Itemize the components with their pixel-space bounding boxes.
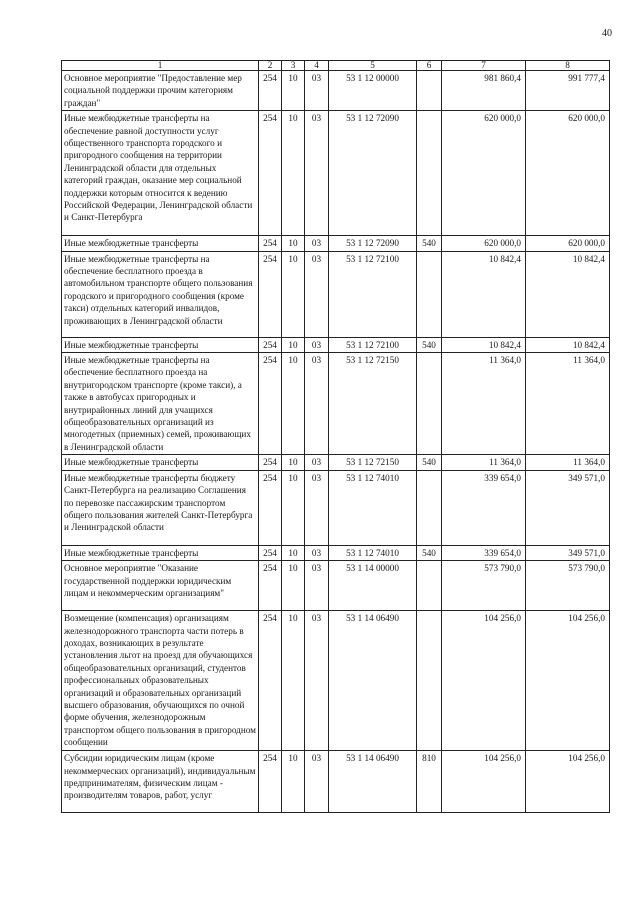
cell-c7: 10 842,4 <box>442 337 526 352</box>
cell-c6: 540 <box>417 545 442 560</box>
table-row <box>62 455 610 470</box>
cell-c4: 03 <box>305 71 329 111</box>
column-header: 5 <box>329 61 417 71</box>
cell-c2: 254 <box>259 455 282 470</box>
cell-c3: 10 <box>282 353 305 455</box>
cell-c3: 10 <box>282 111 305 236</box>
cell-c8: 620 000,0 <box>526 111 610 236</box>
cell-c7: 104 256,0 <box>442 611 526 751</box>
column-header: 3 <box>282 61 305 71</box>
cell-c6: 810 <box>417 751 442 813</box>
cell-c5: 53 1 12 72100 <box>329 251 417 337</box>
cell-c2: 254 <box>259 751 282 813</box>
cell-c6: 540 <box>417 455 442 470</box>
cell-c3: 10 <box>282 611 305 751</box>
column-header: 2 <box>259 61 282 71</box>
cell-c5: 53 1 12 72100 <box>329 337 417 352</box>
cell-c4: 03 <box>305 561 329 611</box>
cell-c2: 254 <box>259 545 282 560</box>
cell-c2: 254 <box>259 236 282 251</box>
cell-c4: 03 <box>305 455 329 470</box>
table-row <box>62 545 610 560</box>
cell-c4: 03 <box>305 470 329 545</box>
cell-c4: 03 <box>305 353 329 455</box>
column-header: 7 <box>442 61 526 71</box>
cell-c2: 254 <box>259 561 282 611</box>
cell-c8: 349 571,0 <box>526 470 610 545</box>
row-name: Возмещение (компенсация) организациям железнодорожного транспорта части потерь в доходах, возникающих в результате установления льгот на проезд для обучающихся общеобразовательных организаций, студентов профессиональных образовательных организаций и образовательных организаций высшего образования, обучающихся по очной форме обучения, железнодорожным транспортом общего пользования в пригородном сообщении <box>62 611 259 751</box>
cell-c6 <box>417 561 442 611</box>
table-row <box>62 251 610 337</box>
cell-c8: 11 364,0 <box>526 455 610 470</box>
row-name: Иные межбюджетные трансферты <box>62 455 259 470</box>
cell-c8: 349 571,0 <box>526 545 610 560</box>
table-row <box>62 71 610 111</box>
budget-table <box>61 60 610 813</box>
cell-c6 <box>417 353 442 455</box>
cell-c5: 53 1 12 72150 <box>329 455 417 470</box>
column-header: 4 <box>305 61 329 71</box>
cell-c8: 11 364,0 <box>526 353 610 455</box>
cell-c6 <box>417 251 442 337</box>
row-name: Иные межбюджетные трансферты на обеспечение бесплатного проезда на внутригородском транспорте (кроме такси), а также в автобусах пригородных и внутрирайонных линий для учащихся общеобразовательных организаций из многодетных (приемных) семей, проживающих в Ленинградской области <box>62 353 259 455</box>
cell-c6 <box>417 111 442 236</box>
cell-c7: 104 256,0 <box>442 751 526 813</box>
cell-c7: 339 654,0 <box>442 545 526 560</box>
cell-c2: 254 <box>259 470 282 545</box>
cell-c7: 11 364,0 <box>442 455 526 470</box>
row-name: Субсидии юридическим лицам (кроме некоммерческих организаций), индивидуальным предпринимателям, физическим лицам - производителям товаров, работ, услуг <box>62 751 259 813</box>
row-name: Иные межбюджетные трансферты на обеспечение равной доступности услуг общественного транспорта городского и пригородного сообщения на территории Ленинградской области для отдельных категорий граждан, оказание мер социальной поддержки которым относится к ведению Российской Федерации, Ленинградской области и Санкт-Петербурга <box>62 111 259 236</box>
table-row <box>62 337 610 352</box>
cell-c7: 573 790,0 <box>442 561 526 611</box>
table-row <box>62 751 610 813</box>
cell-c6: 540 <box>417 236 442 251</box>
cell-c6 <box>417 71 442 111</box>
cell-c7: 981 860,4 <box>442 71 526 111</box>
cell-c2: 254 <box>259 337 282 352</box>
cell-c3: 10 <box>282 251 305 337</box>
cell-c8: 10 842,4 <box>526 337 610 352</box>
cell-c3: 10 <box>282 545 305 560</box>
column-header: 1 <box>62 61 259 71</box>
cell-c5: 53 1 14 06490 <box>329 751 417 813</box>
cell-c5: 53 1 12 72090 <box>329 111 417 236</box>
cell-c3: 10 <box>282 71 305 111</box>
cell-c6 <box>417 611 442 751</box>
cell-c2: 254 <box>259 611 282 751</box>
cell-c8: 10 842,4 <box>526 251 610 337</box>
cell-c6 <box>417 470 442 545</box>
page-number: 40 <box>602 28 612 39</box>
row-name: Основное мероприятие "Предоставление мер социальной поддержки прочим категориям граждан" <box>62 71 259 111</box>
table-header-row <box>62 61 610 71</box>
table-row <box>62 353 610 455</box>
cell-c8: 573 790,0 <box>526 561 610 611</box>
cell-c4: 03 <box>305 251 329 337</box>
cell-c4: 03 <box>305 611 329 751</box>
cell-c5: 53 1 12 74010 <box>329 470 417 545</box>
table-row <box>62 611 610 751</box>
cell-c7: 620 000,0 <box>442 111 526 236</box>
cell-c2: 254 <box>259 353 282 455</box>
cell-c2: 254 <box>259 111 282 236</box>
cell-c7: 10 842,4 <box>442 251 526 337</box>
cell-c3: 10 <box>282 236 305 251</box>
cell-c4: 03 <box>305 111 329 236</box>
cell-c5: 53 1 12 72150 <box>329 353 417 455</box>
cell-c2: 254 <box>259 71 282 111</box>
cell-c6: 540 <box>417 337 442 352</box>
cell-c7: 339 654,0 <box>442 470 526 545</box>
table-row <box>62 470 610 545</box>
column-header: 6 <box>417 61 442 71</box>
table-row <box>62 236 610 251</box>
cell-c4: 03 <box>305 545 329 560</box>
row-name: Иные межбюджетные трансферты <box>62 337 259 352</box>
cell-c8: 991 777,4 <box>526 71 610 111</box>
cell-c3: 10 <box>282 561 305 611</box>
cell-c3: 10 <box>282 470 305 545</box>
cell-c8: 104 256,0 <box>526 611 610 751</box>
cell-c4: 03 <box>305 337 329 352</box>
table-row <box>62 111 610 236</box>
cell-c4: 03 <box>305 236 329 251</box>
cell-c8: 620 000,0 <box>526 236 610 251</box>
column-header: 8 <box>526 61 610 71</box>
cell-c7: 620 000,0 <box>442 236 526 251</box>
cell-c8: 104 256,0 <box>526 751 610 813</box>
row-name: Основное мероприятие "Оказание государственной поддержки юридическим лицам и некоммерческим организациям" <box>62 561 259 611</box>
cell-c7: 11 364,0 <box>442 353 526 455</box>
cell-c5: 53 1 12 74010 <box>329 545 417 560</box>
cell-c5: 53 1 14 06490 <box>329 611 417 751</box>
row-name: Иные межбюджетные трансферты бюджету Санкт-Петербурга на реализацию Соглашения по перевозке пассажирским транспортом общего пользования жителей Санкт-Петербурга и Ленинградской области <box>62 470 259 545</box>
row-name: Иные межбюджетные трансферты <box>62 545 259 560</box>
cell-c3: 10 <box>282 455 305 470</box>
cell-c5: 53 1 12 72090 <box>329 236 417 251</box>
cell-c3: 10 <box>282 751 305 813</box>
cell-c2: 254 <box>259 251 282 337</box>
cell-c3: 10 <box>282 337 305 352</box>
row-name: Иные межбюджетные трансферты на обеспечение бесплатного проезда в автомобильном транспорте общего пользования городского и пригородного сообщения (кроме такси) отдельных категорий инвалидов, проживающих в Ленинградской области <box>62 251 259 337</box>
cell-c4: 03 <box>305 751 329 813</box>
cell-c5: 53 1 14 00000 <box>329 561 417 611</box>
cell-c5: 53 1 12 00000 <box>329 71 417 111</box>
row-name: Иные межбюджетные трансферты <box>62 236 259 251</box>
table-row <box>62 561 610 611</box>
